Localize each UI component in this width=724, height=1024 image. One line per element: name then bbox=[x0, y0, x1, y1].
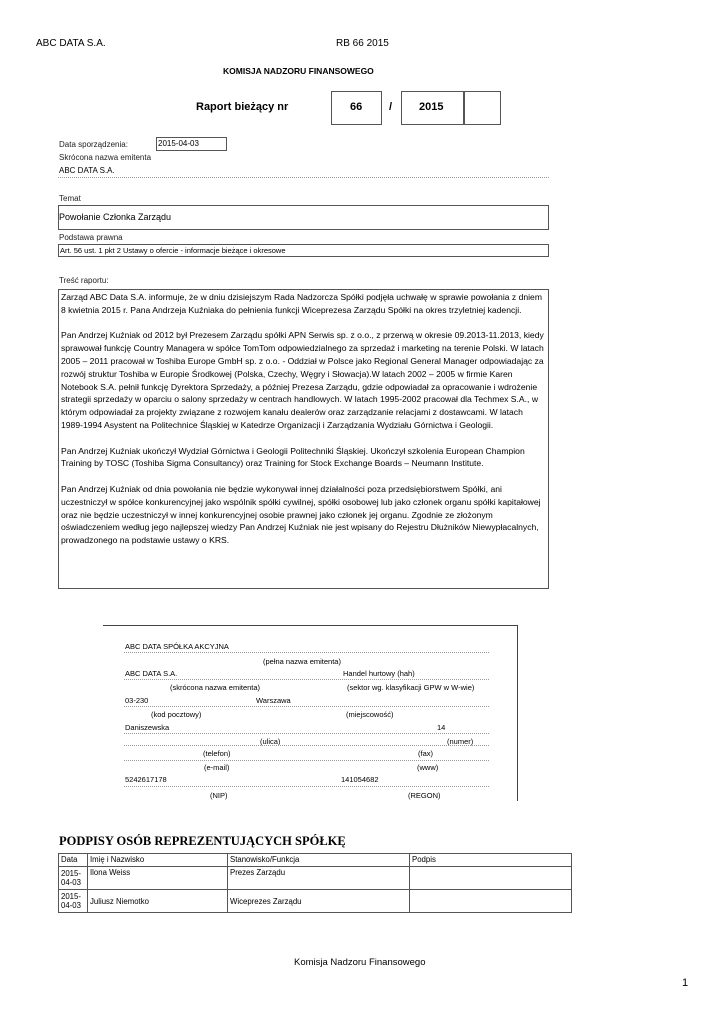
divider bbox=[124, 786, 489, 787]
issuer-regon: 141054682 bbox=[341, 775, 379, 784]
issuer-city-caption: (miejscowość) bbox=[346, 710, 394, 719]
issuer-number: 14 bbox=[437, 723, 446, 732]
page-header-report-id: RB 66 2015 bbox=[336, 38, 389, 49]
page-header-company: ABC DATA S.A. bbox=[36, 38, 106, 49]
issuer-street: Daniszewska bbox=[125, 723, 170, 732]
row-date: 2015-04-03 bbox=[59, 867, 88, 890]
header-date: Data bbox=[59, 854, 88, 867]
row-name: Juliusz Niemotko bbox=[88, 890, 228, 913]
legal-basis-label: Podstawa prawna bbox=[59, 233, 123, 242]
content-paragraph: Pan Andrzej Kuźniak od dnia powołania nie będzie wykonywał innej działalności poza przedsiębiorstwem Spółki, ani uczestniczył w spółce konkurencyjnej jako wspólnik spółki cywilnej, spółki osobowej lub jako członek organu spółki kapitałowej oraz nie będzie uczestniczył w innej konkurencyjnej osobie prawnej jako członek jej organu. Zgodnie ze złożonym oświadczeniem według jego najlepszej wiedzy Pan Andrzej Kuźniak nie jest wpisany do Rejestru Dłużników Niewypłacalnych, prowadzonego na podstawie ustawy o KRS. bbox=[61, 483, 541, 546]
issuer-full-name: ABC DATA SPÓŁKA AKCYJNA bbox=[125, 642, 229, 651]
row-signature bbox=[410, 867, 572, 890]
divider bbox=[124, 652, 489, 653]
issuer-full-name-caption: (pełna nazwa emitenta) bbox=[263, 657, 341, 666]
row-position: Prezes Zarządu bbox=[228, 867, 410, 890]
issuer-sector-caption: (sektor wg. klasyfikacji GPW w W-wie) bbox=[347, 683, 475, 692]
signatures-title: PODPISY OSÓB REPREZENTUJĄCYCH SPÓŁKĘ bbox=[59, 834, 346, 848]
report-number: 66 bbox=[350, 101, 363, 113]
issuer-postal-code-caption: (kod pocztowy) bbox=[151, 710, 202, 719]
authority-title: KOMISJA NADZORU FINANSOWEGO bbox=[223, 66, 374, 76]
subject-value: Powołanie Członka Zarządu bbox=[59, 212, 172, 222]
issuer-number-caption: (numer) bbox=[447, 737, 474, 746]
row-date: 2015-04-03 bbox=[59, 890, 88, 913]
report-separator: / bbox=[389, 101, 393, 113]
issuer-city: Warszawa bbox=[256, 696, 291, 705]
divider bbox=[124, 706, 489, 707]
issuer-short-name: ABC DATA S.A. bbox=[125, 669, 178, 678]
legal-basis-value: Art. 56 ust. 1 pkt 2 Ustawy o ofercie - informacje bieżące i okresowe bbox=[60, 246, 286, 255]
report-year: 2015 bbox=[419, 101, 444, 113]
divider bbox=[124, 679, 489, 680]
subject-label: Temat bbox=[59, 194, 81, 203]
issuer-sector: Handel hurtowy (hah) bbox=[343, 669, 415, 678]
table-header-row bbox=[59, 854, 572, 867]
short-name-label: Skrócona nazwa emitenta bbox=[59, 153, 152, 162]
signatures-table bbox=[58, 853, 572, 913]
row-position: Wiceprezes Zarządu bbox=[228, 890, 410, 913]
issuer-phone-caption: (telefon) bbox=[203, 749, 231, 758]
page-number: 1 bbox=[682, 977, 689, 989]
content-paragraph: Pan Andrzej Kuźniak ukończył Wydział Górnictwa i Geologii Politechniki Śląskiej. Ukończył szkolenia European Champion Training by TOSC (Toshiba Sigma Consultancy) oraz Training for Stock Exchange Boards – Neumann Institute. bbox=[61, 445, 525, 469]
divider bbox=[124, 745, 489, 746]
content-paragraph: Zarząd ABC Data S.A. informuje, że w dniu dzisiejszym Rada Nadzorcza Spółki podjęła uchwałę w sprawie powołania z dniem 8 kwietnia 2015 r. Pana Andrzeja Kuźniaka do pełnienia funkcji Wiceprezesa Zarządu Spółki na okres trzyletniej kadencji. bbox=[61, 292, 542, 315]
issuer-fax-caption: (fax) bbox=[418, 749, 433, 758]
issuer-www-caption: (www) bbox=[417, 763, 439, 772]
issuer-email-caption: (e-mail) bbox=[204, 763, 230, 772]
header-position: Stanowisko/Funkcja bbox=[228, 854, 410, 867]
short-name-underline bbox=[58, 177, 549, 178]
content-label: Treść raportu: bbox=[59, 276, 109, 285]
table-row bbox=[59, 890, 572, 913]
issuer-short-name-caption: (skrócona nazwa emitenta) bbox=[170, 683, 261, 692]
short-name-value: ABC DATA S.A. bbox=[59, 166, 115, 175]
table-row bbox=[59, 867, 572, 890]
header-name: Imię i Nazwisko bbox=[88, 854, 228, 867]
content-paragraph: Pan Andrzej Kuźniak od 2012 był Prezesem Zarządu spółki APN Serwis sp. z o.o., z przerwą w okresie 09.2013-11.2013, kiedy sprawował funkcję Country Managera w spółce TomTom odpowiedzialnego za sprzedaż i marketing na terenie Polski. W latach 2005 – 2011 pracował w Toshiba Europe GmbH sp. z o.o. - Oddział w Polsce jako Regional General Manager odpowiadając za rozwój struktur Toshiba w Europie Środkowej (Polska, Czechy, Węgry i Słowacja).W latach 2002 – 2005 w firmie Karen Notebook S.A. pełnił funkcję Dyrektora Sprzedaży, a później Prezesa Zarządu, gdzie odpowiadał za opracowanie i wdrożenie strategii sprzedaży w oparciu o salony sprzedaży w centrach handlowych. W latach 1995-2002 pracował dla Techmex S.A., w którym odpowiadał za projekty związane z rozwojem kanału dealerów oraz zarządzanie relacjami z dostawcami. W latach 1989-1994 Asystent na Politechnice Śląskiej w Katedrze Organizacji i Zarządzania Wydziału Górnictwa i Geologii. bbox=[61, 330, 544, 430]
report-content bbox=[58, 289, 549, 589]
issuer-nip-caption: (NIP) bbox=[210, 791, 228, 800]
divider bbox=[124, 760, 489, 761]
divider bbox=[124, 733, 489, 734]
header-signature: Podpis bbox=[410, 854, 572, 867]
report-label: Raport bieżący nr bbox=[196, 101, 289, 113]
date-value: 2015-04-03 bbox=[158, 139, 199, 148]
issuer-nip: 5242617178 bbox=[125, 775, 167, 784]
report-extra-box bbox=[464, 91, 501, 125]
row-signature bbox=[410, 890, 572, 913]
date-label: Data sporządzenia: bbox=[59, 140, 128, 149]
footer-authority: Komisja Nadzoru Finansowego bbox=[294, 957, 426, 968]
issuer-street-caption: (ulica) bbox=[260, 737, 281, 746]
issuer-regon-caption: (REGON) bbox=[408, 791, 441, 800]
row-name: Ilona Weiss bbox=[88, 867, 228, 890]
issuer-postal-code: 03-230 bbox=[125, 696, 149, 705]
